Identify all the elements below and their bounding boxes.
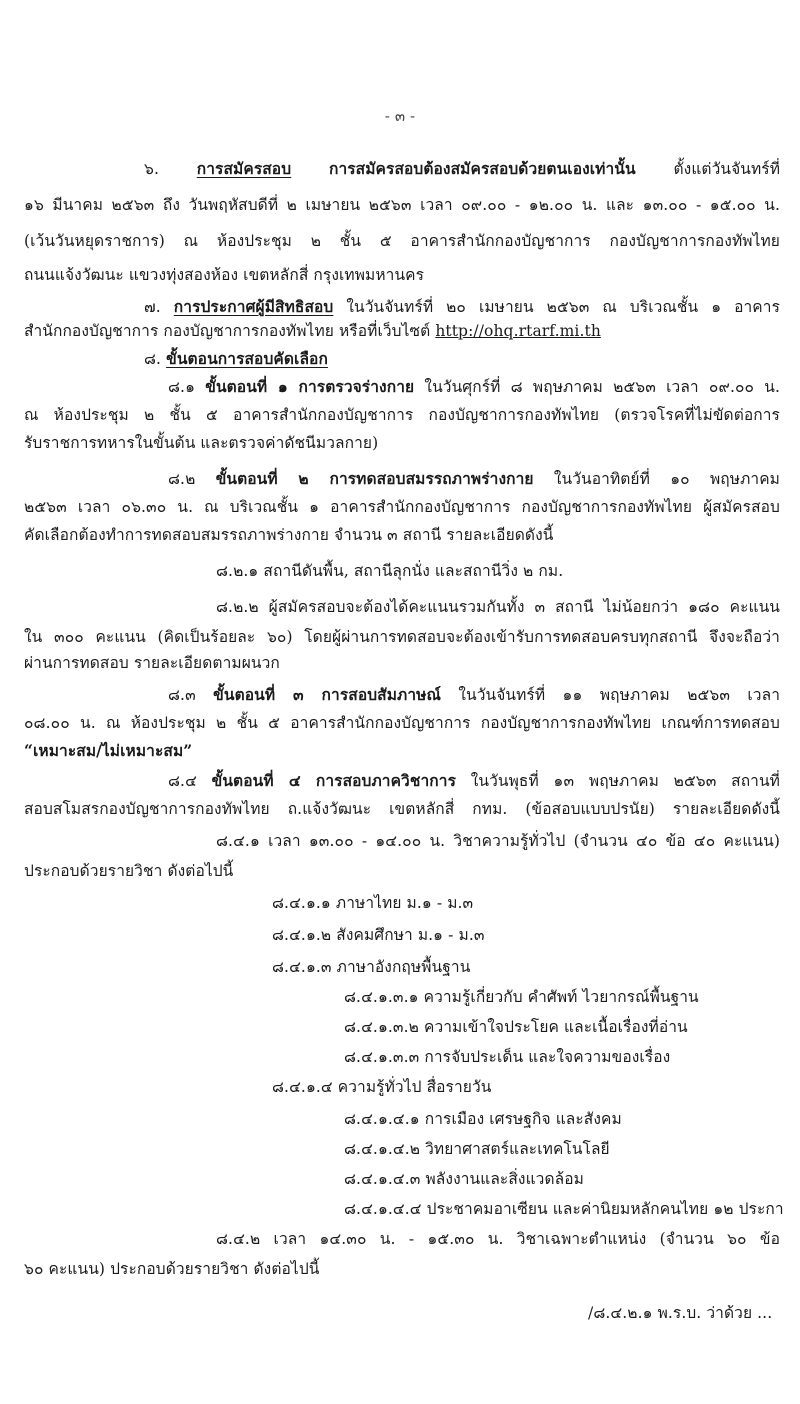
english-item-1: ๘.๔.๑.๓.๑ ความรู้เกี่ยวกับ คำศัพท์ ไวยากรณ์พื้นฐาน xyxy=(344,988,699,1006)
english-item-2: ๘.๔.๑.๓.๒ ความเข้าใจประโยค และเนื้อเรื่องที่อ่าน xyxy=(344,1018,688,1036)
section-8-4-2-line-1: ๘.๔.๒ เวลา ๑๔.๓๐ น. - ๑๕.๓๐ น. วิชาเฉพาะตำแหน่ง (จำนวน ๖๐ ข้อ xyxy=(216,1230,780,1248)
section-8-3-criteria: “เหมาะสม/ไม่เหมาะสม” xyxy=(24,741,193,760)
section-8-4-1-line-2: ประกอบด้วยรายวิชา ดังต่อไปนี้ xyxy=(24,862,234,880)
section-7-line-2: สำนักกองบัญชาการ กองบัญชาการกองทัพไทย หรือที่เว็บไซต์ http://ohq.rtarf.mi.th xyxy=(24,322,601,340)
section-8-3-line-2: ๐๘.๐๐ น. ณ ห้องประชุม ๒ ชั้น ๕ อาคารสำนักกองบัญชาการ กองบัญชาการกองทัพไทย เกณฑ์การทดสอบ xyxy=(24,714,780,732)
section-8-2-2-line-3: ผ่านการทดสอบ รายละเอียดตามผนวก xyxy=(24,654,280,672)
section-6-bold-text: การสมัครสอบต้องสมัครสอบด้วยตนเองเท่านั้น xyxy=(328,159,636,178)
subject-english: ๘.๔.๑.๓ ภาษาอังกฤษพื้นฐาน xyxy=(272,958,471,976)
section-6-line-4: ถนนแจ้งวัฒนะ แขวงทุ่งสองห้อง เขตหลักสี่ กรุงเทพมหานคร xyxy=(24,266,425,284)
section-8-1-line-3: รับราชการทหารในขั้นต้น และตรวจค่าดัชนีมวลกาย) xyxy=(24,434,379,452)
section-8-2-line-3: คัดเลือกต้องทำการทดสอบสมรรถภาพร่างกาย จำนวน ๓ สถานี รายละเอียดดังนี้ xyxy=(24,526,554,544)
section-8-2-2-line-1: ๘.๒.๒ ผู้สมัครสอบจะต้องได้คะแนนรวมกันทั้ง ๓ สถานี ไม่น้อยกว่า ๑๘๐ คะแนน xyxy=(216,598,780,616)
subject-general-knowledge: ๘.๔.๑.๔ ความรู้ทั่วไป สื่อรายวัน xyxy=(272,1078,492,1096)
section-8-2-1: ๘.๒.๑ สถานีดันพื้น, สถานีลุกนั่ง และสถานีวิ่ง ๒ กม. xyxy=(216,562,564,580)
section-6-number: ๖. xyxy=(144,160,159,178)
gk-item-4: ๘.๔.๑.๔.๔ ประชาคมอาเซียน และค่านิยมหลักคนไทย ๑๒ ประกา xyxy=(344,1200,784,1218)
section-8-4-2-line-2: ๖๐ คะแนน) ประกอบด้วยรายวิชา ดังต่อไปนี้ xyxy=(24,1260,320,1278)
gk-item-3: ๘.๔.๑.๔.๓ พลังงานและสิ่งแวดล้อม xyxy=(344,1170,584,1188)
section-8-heading-line xyxy=(144,349,328,369)
gk-item-1: ๘.๔.๑.๔.๑ การเมือง เศรษฐกิจ และสังคม xyxy=(344,1110,622,1128)
section-8-3-line-1: ๘.๓ ขั้นตอนที่ ๓ การสอบสัมภาษณ์ ในวันจันทร์ที่ ๑๑ พฤษภาคม ๒๕๖๓ เวลา xyxy=(168,685,781,704)
section-8-3-heading: ขั้นตอนที่ ๓ การสอบสัมภาษณ์ xyxy=(213,685,441,704)
website-link[interactable]: http://ohq.rtarf.mi.th xyxy=(435,322,601,340)
section-8-1-line-2: ณ ห้องประชุม ๒ ชั้น ๕ อาคารสำนักกองบัญชาการ กองบัญชาการกองทัพไทย (ตรวจโรคที่ไม่ขัดต่อการ xyxy=(24,406,780,424)
section-7-heading: การประกาศผู้มีสิทธิสอบ xyxy=(173,297,334,316)
subject-thai: ๘.๔.๑.๑ ภาษาไทย ม.๑ - ม.๓ xyxy=(272,894,474,912)
section-8-2-line-2: ๒๕๖๓ เวลา ๐๖.๓๐ น. ณ บริเวณชั้น ๑ อาคารสำนักกองบัญชาการ กองบัญชาการกองทัพไทย ผู้สมัครสอบ xyxy=(24,498,780,516)
section-7-number: ๗. xyxy=(144,298,161,316)
section-6-line-1: ๖. การสมัครสอบ การสมัครสอบต้องสมัครสอบด้วยตนเองเท่านั้น ตั้งแต่วันจันทร์ที่ xyxy=(144,159,781,178)
section-8-heading: ขั้นตอนการสอบคัดเลือก xyxy=(166,349,328,368)
gk-item-2: ๘.๔.๑.๔.๒ วิทยาศาสตร์และเทคโนโลยี xyxy=(344,1140,610,1158)
section-8-4-heading: ขั้นตอนที่ ๔ การสอบภาควิชาการ xyxy=(211,771,457,790)
subject-social-studies: ๘.๔.๑.๒ สังคมศึกษา ม.๑ - ม.๓ xyxy=(272,926,485,944)
section-8-2-heading: ขั้นตอนที่ ๒ การทดสอบสมรรถภาพร่างกาย xyxy=(215,469,534,488)
english-item-3: ๘.๔.๑.๓.๓ การจับประเด็น และใจความของเรื่อง xyxy=(344,1048,671,1066)
section-8-4-1-line-1: ๘.๔.๑ เวลา ๑๓.๐๐ - ๑๔.๐๐ น. วิชาความรู้ทั่วไป (จำนวน ๔๐ ข้อ ๔๐ คะแนน) xyxy=(216,832,780,850)
section-6-heading: การสมัครสอบ xyxy=(196,159,292,178)
section-8-2-line-1: ๘.๒ ขั้นตอนที่ ๒ การทดสอบสมรรถภาพร่างกาย ในวันอาทิตย์ที่ ๑๐ พฤษภาคม xyxy=(168,469,781,488)
section-6-line-2: ๑๖ มีนาคม ๒๕๖๓ ถึง วันพฤหัสบดีที่ ๒ เมษายน ๒๕๖๓ เวลา ๐๙.๐๐ - ๑๒.๐๐ น. และ ๑๓.๐๐ - ๑๕.๐๐ น. xyxy=(24,196,780,214)
section-8-4-line-1: ๘.๔ ขั้นตอนที่ ๔ การสอบภาควิชาการ ในวันพุธที่ ๑๓ พฤษภาคม ๒๕๖๓ สถานที่ xyxy=(168,771,781,790)
section-8-4-line-2: สอบสโมสรกองบัญชาการกองทัพไทย ถ.แจ้งวัฒนะ เขตหลักสี่ กทม. (ข้อสอบแบบปรนัย) รายละเอียดดังนี้ xyxy=(24,800,780,818)
section-8-1-heading: ขั้นตอนที่ ๑ การตรวจร่างกาย xyxy=(205,377,415,396)
section-8-number: ๘. xyxy=(144,350,162,368)
section-8-1-line-1: ๘.๑ ขั้นตอนที่ ๑ การตรวจร่างกาย ในวันศุกร์ที่ ๘ พฤษภาคม ๒๕๖๓ เวลา ๐๙.๐๐ น. xyxy=(168,377,781,396)
page-number: - ๓ - xyxy=(384,107,416,125)
section-6-line-3: (เว้นวันหยุดราชการ) ณ ห้องประชุม ๒ ชั้น ๕ อาคารสำนักกองบัญชาการ กองบัญชาการกองทัพไทย xyxy=(24,232,780,250)
continuation-note: /๘.๔.๒.๑ พ.ร.บ. ว่าด้วย ... xyxy=(588,1304,773,1322)
section-7-line-1: ๗. การประกาศผู้มีสิทธิสอบ ในวันจันทร์ที่ ๒๐ เมษายน ๒๕๖๓ ณ บริเวณชั้น ๑ อาคาร xyxy=(144,297,781,316)
section-8-2-2-line-2: ใน ๓๐๐ คะแนน (คิดเป็นร้อยละ ๖๐) โดยผู้ผ่านการทดสอบจะต้องเข้ารับการทดสอบครบทุกสถานี จึงจะถือว่า xyxy=(24,628,780,646)
